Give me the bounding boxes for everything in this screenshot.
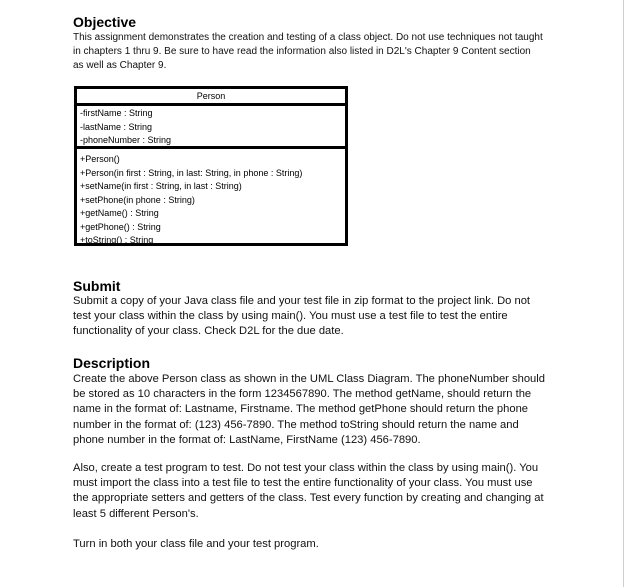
objective-text: This assignment demonstrates the creation and testing of a class object. Do not use techniques not taught in chapters 1 thru 9. Be sure to have read the information also listed in D2L's Chapter 9 Content section as well as Chapter 9. — [73, 32, 543, 71]
uml-method: +Person() — [80, 154, 120, 164]
uml-method: +getPhone() : String — [80, 221, 161, 232]
uml-method: +Person(in first : String, in last: String, in phone : String) — [80, 167, 303, 178]
uml-method: +setName(in first : String, in last : String) — [80, 181, 242, 191]
uml-class-name: Person — [77, 89, 345, 106]
uml-methods — [77, 152, 345, 248]
uml-attribute: -firstName : String — [80, 108, 153, 118]
uml-method: +toString() : String — [80, 235, 154, 245]
description-heading: Description — [73, 355, 151, 371]
uml-attribute: -phoneNumber : String — [80, 135, 172, 145]
uml-attribute: -lastName : String — [80, 121, 153, 132]
objective-heading: Objective — [73, 14, 137, 30]
uml-method: +getName() : String — [80, 208, 159, 218]
description-paragraph-2: Also, create a test program to test. Do not test your class within the class by using main(). You must import the class into a test file to test the entire functionality of your class. You must use the appropriate setters and getters of the class. Test every function by creating and changing at least 5 different Person's. — [73, 462, 544, 520]
description-paragraph-1: Create the above Person class as shown in the UML Class Diagram. The phoneNumber should be stored as 10 characters in the form 1234567890. The method getName, should return the name in the format of: Lastname, Firstname. The method getPhone should return the phone number in the format of: (123) 456-7890. The method toString should return the name and phone number in the format of: LastName, FirstName (123) 456-7890. — [73, 373, 545, 446]
submit-text: Submit a copy of your Java class file and your test file in zip format to the project link. Do not test your class within the class by using main(). You must use a test file to test the entire functionality of your class. Check D2L for the due date. — [73, 295, 531, 338]
description-paragraph-3: Turn in both your class file and your test program. — [73, 538, 319, 550]
uml-attributes — [77, 106, 345, 149]
uml-class-diagram — [74, 86, 348, 246]
submit-heading: Submit — [73, 278, 121, 294]
uml-method: +setPhone(in phone : String) — [80, 194, 195, 205]
